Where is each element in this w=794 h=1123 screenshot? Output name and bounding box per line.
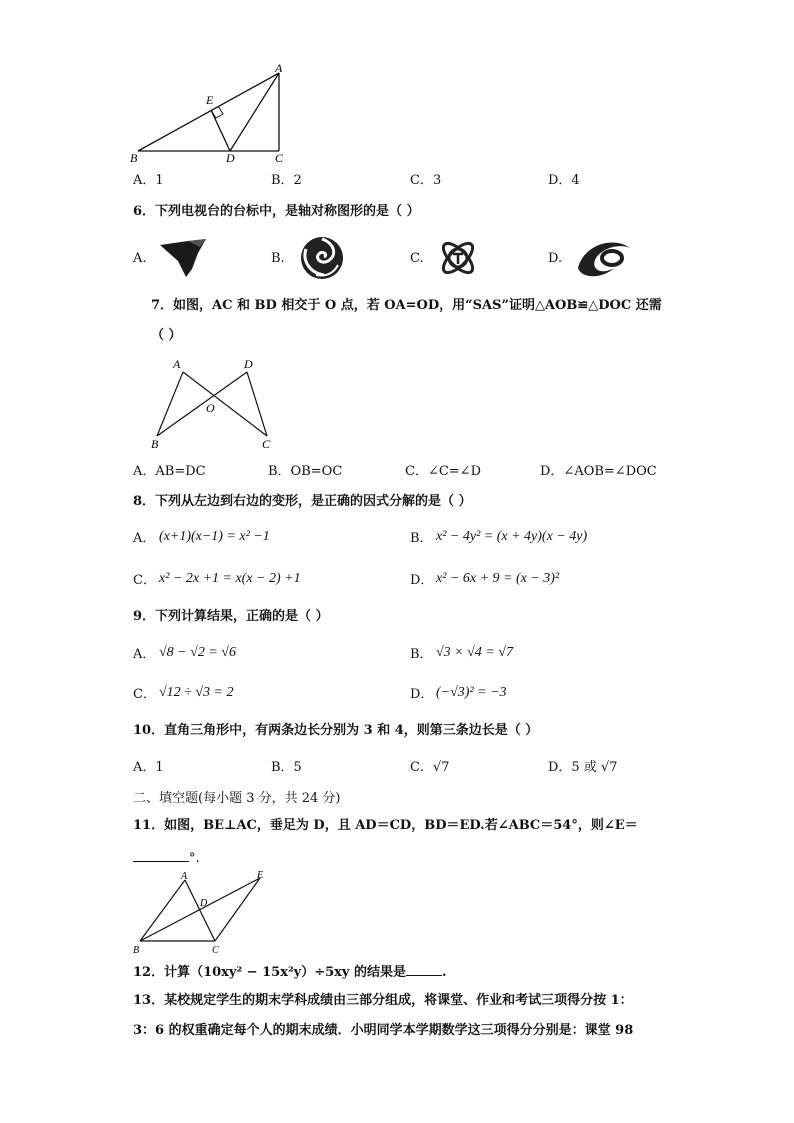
q7-option-b: B．OB=OC bbox=[268, 464, 343, 479]
q7-label-d: D bbox=[244, 357, 253, 371]
q6-option-c: C. bbox=[410, 251, 424, 266]
q5-figure bbox=[126, 60, 296, 166]
q12-blank[interactable] bbox=[406, 962, 442, 976]
q5-label-d: D bbox=[226, 151, 235, 165]
q9-option-a-expr: √8 − √2 = √6 bbox=[159, 645, 236, 660]
q7-stem-line1: 7．如图，AC 和 BD 相交于 O 点，若 OA=OD，用“SAS”证明△AOB≌△DOC 还需 bbox=[151, 298, 662, 313]
q9-option-b-label: B． bbox=[410, 647, 433, 662]
q7-option-c: C．∠C=∠D bbox=[405, 464, 481, 479]
q11-blank[interactable] bbox=[133, 847, 189, 862]
q7-figure bbox=[145, 352, 275, 452]
q5-label-c: C bbox=[275, 151, 284, 165]
q10-stem: 10．直角三角形中，有两条边长分别为 3 和 4，则第三条边长是（ ） bbox=[133, 723, 539, 738]
q11-tail: °. bbox=[189, 851, 200, 866]
q9-option-d-expr: (−√3)² = −3 bbox=[436, 685, 507, 700]
q7-label-o: O bbox=[206, 401, 215, 415]
logo-b-swirl-icon bbox=[298, 235, 346, 281]
q9-option-c-expr: √12 ÷ √3 = 2 bbox=[159, 685, 234, 700]
q13-line1: 13．某校规定学生的期末学科成绩由三部分组成，将课堂、作业和考试三项得分按 1： bbox=[133, 993, 633, 1008]
q8-option-a-expr: (x+1)(x−1) = x² −1 bbox=[159, 529, 270, 544]
q9-option-c-label: C． bbox=[133, 687, 156, 702]
q11-answer-line bbox=[133, 847, 200, 868]
q7-option-d: D．∠AOB=∠DOC bbox=[540, 464, 657, 479]
q9-option-a-label: A． bbox=[133, 647, 156, 662]
q12-stem: 12．计算（10xy² − 15x²y）÷5xy 的结果是 bbox=[133, 965, 406, 980]
q7-label-c: C bbox=[262, 437, 271, 451]
q13-line2: 3：6 的权重确定每个人的期末成绩．小明同学本学期数学这三项得分分别是：课堂 98 bbox=[133, 1023, 634, 1038]
q6-option-a: A. bbox=[133, 251, 147, 266]
q12-line bbox=[133, 962, 447, 982]
q5-label-b: B bbox=[130, 151, 138, 165]
q5-option-b: B．2 bbox=[271, 173, 302, 188]
q11-label-d: D bbox=[200, 898, 208, 909]
q11-label-a: A bbox=[181, 871, 188, 882]
q10-option-a: A．1 bbox=[133, 760, 164, 775]
q10-option-b: B．5 bbox=[271, 760, 302, 775]
q8-stem: 8．下列从左边到右边的变形，是正确的因式分解的是（ ） bbox=[133, 494, 472, 509]
q5-option-c: C．3 bbox=[410, 173, 442, 188]
q6-option-b: B. bbox=[271, 251, 285, 266]
logo-c-atom-icon bbox=[437, 236, 479, 280]
logo-a-icon bbox=[158, 237, 210, 279]
section2-heading: 二、填空题(每小题 3 分，共 24 分) bbox=[133, 791, 341, 806]
q7-label-a: A bbox=[173, 357, 181, 371]
q10-option-d: D．5 或 √7 bbox=[548, 760, 618, 775]
q8-option-c-label: C． bbox=[133, 573, 156, 588]
q9-stem: 9．下列计算结果，正确的是（ ） bbox=[133, 609, 329, 624]
q5-label-e: E bbox=[206, 93, 214, 107]
q5-option-a: A．1 bbox=[133, 173, 164, 188]
q7-option-a: A．AB=DC bbox=[133, 464, 206, 479]
q11-label-c: C bbox=[212, 945, 219, 956]
q12-tail: . bbox=[441, 965, 447, 980]
q6-option-d: D. bbox=[548, 251, 563, 266]
q8-option-c-expr: x² − 2x +1 = x(x − 2) +1 bbox=[159, 571, 301, 586]
q8-option-d-expr: x² − 6x + 9 = (x − 3)² bbox=[436, 571, 560, 586]
q10-option-c: C．√7 bbox=[410, 760, 450, 775]
q8-option-b-expr: x² − 4y² = (x + 4y)(x − 4y) bbox=[436, 529, 588, 544]
q7-stem-line2: （ ） bbox=[151, 328, 182, 343]
q5-label-a: A bbox=[275, 61, 283, 75]
q11-label-e: E bbox=[257, 870, 264, 881]
q7-label-b: B bbox=[151, 437, 159, 451]
q6-stem: 6．下列电视台的台标中，是轴对称图形的是（ ） bbox=[133, 204, 420, 219]
q11-figure bbox=[130, 868, 270, 958]
q11-stem: 11．如图，BE⊥AC，垂足为 D，且 AD＝CD，BD＝ED.若∠ABC＝54°，则∠E＝ bbox=[133, 818, 638, 833]
q11-label-b: B bbox=[133, 945, 140, 956]
q5-option-d: D．4 bbox=[548, 173, 580, 188]
q8-option-a-label: A． bbox=[133, 531, 156, 546]
q8-option-d-label: D． bbox=[410, 573, 434, 588]
logo-d-disc-icon bbox=[574, 238, 634, 278]
q9-option-b-expr: √3 × √4 = √7 bbox=[436, 645, 513, 660]
q8-option-b-label: B． bbox=[410, 531, 433, 546]
q9-option-d-label: D． bbox=[410, 687, 434, 702]
